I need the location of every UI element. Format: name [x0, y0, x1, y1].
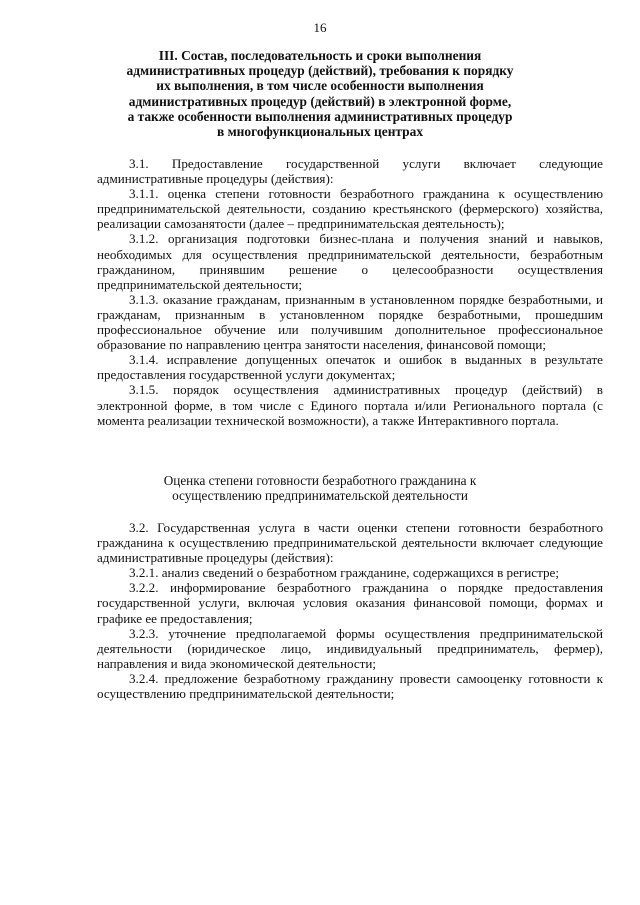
heading-line: в многофункциональных центрах [216, 124, 424, 140]
subheading-line: осуществлению предпринимательской деятельности [172, 488, 468, 504]
heading-line: административных процедур (действий) в электронной форме, [128, 93, 512, 109]
paragraph-3-2-4: 3.2.4. предложение безработному гражданину провести самооценку готовности к осуществлению предпринимательской деятельности; [97, 670, 603, 702]
paragraph-3-1-2: 3.1.2. организация подготовки бизнес-плана и получения знаний и навыков, необходимых для осуществления предпринимательской деятельности, безработным гражданином, принявшим решение о целесообразности осуществления предпринимательской деятельности; [97, 231, 603, 292]
paragraph-3-1-1: 3.1.1. оценка степени готовности безработного гражданина к осуществлению предпринимательской деятельности, созданию крестьянского (фермерского) хозяйства, реализации самозанятости (далее – предпринимательская деятельность); [97, 186, 603, 232]
heading-line: административных процедур (действий), требования к порядку [126, 63, 514, 79]
page-number: 16 [313, 20, 327, 35]
heading-line: III. Состав, последовательность и сроки выполнения [158, 48, 482, 63]
paragraph-3-2: 3.2. Государственная услуга в части оценки степени готовности безработного гражданина к осуществлению предпринимательской деятельности включает следующие административные процедуры (действия): [97, 520, 603, 566]
subsection-heading [120, 473, 520, 504]
heading-line: их выполнения, в том числе особенности выполнения [156, 78, 484, 94]
paragraph-3-2-1: 3.2.1. анализ сведений о безработном гражданине, содержащихся в регистре; [129, 565, 559, 581]
paragraph-3-1: 3.1. Предоставление государственной услуги включает следующие административные процедуры (действия): [97, 156, 603, 187]
subheading-line: Оценка степени готовности безработного гражданина к [163, 473, 477, 488]
paragraph-3-1-5: 3.1.5. порядок осуществления административных процедур (действий) в электронной форме, в том числе с Единого портала и/или Регионального портала (с момента реализации технической возможности), а также Интерактивного портала. [97, 382, 603, 428]
section-heading [120, 48, 520, 139]
paragraph-3-2-3: 3.2.3. уточнение предполагаемой формы осуществления предпринимательской деятельности (юридическое лицо, индивидуальный предприниматель, фермер), направления и вида экономической деятельности; [97, 625, 603, 671]
section-1-body [97, 156, 603, 428]
heading-line: а также особенности выполнения административных процедур [127, 108, 513, 124]
section-2-body [97, 520, 603, 701]
paragraph-3-1-3: 3.1.3. оказание гражданам, признанным в установленном порядке безработными, и гражданам, признанным в установленном порядке безработными, прошедшим профессиональное обучение или получившим дополнительное профессиональное образование по направлению центра занятости населения, финансовой помощи; [97, 291, 603, 353]
paragraph-3-1-4: 3.1.4. исправление допущенных опечаток и ошибок в выданных в результате предоставления государственной услуги документах; [97, 352, 603, 383]
paragraph-3-2-2: 3.2.2. информирование безработного гражданина о порядке предоставления государственной услуги, включая условия оказания финансовой помощи, формах и графике ее предоставления; [97, 580, 603, 626]
